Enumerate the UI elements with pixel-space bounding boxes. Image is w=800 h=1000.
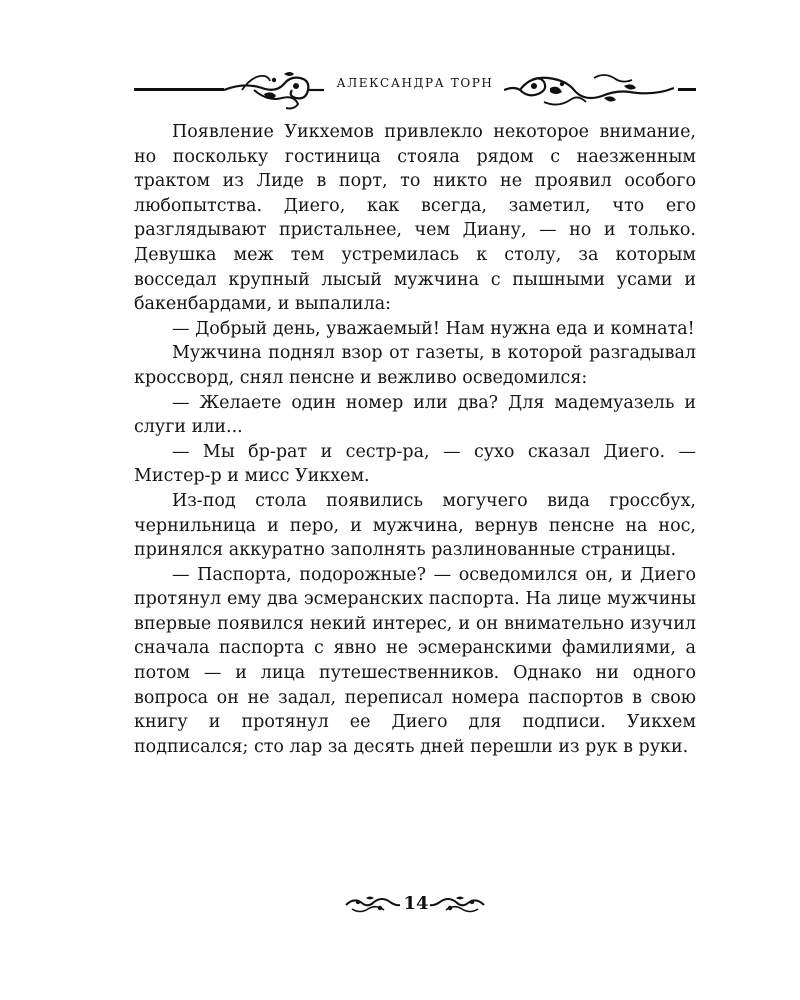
footer-ornament-left-icon (344, 894, 402, 916)
paragraph: Мужчина поднял взор от газеты, в которой разгадывал кроссворд, снял пенсне и вежливо осведомился: (134, 343, 696, 388)
paragraph: — Желаете один номер или два? Для мадемуазель и слуги или... (134, 392, 696, 438)
paragraph: Появление Уикхемов привлекло некоторое внимание, но поскольку гостиница стояла рядом с наезженным трактом из Лиде в порт, то никто не проявил особого любопытства. Диего, как всегда, заметил, что его разглядывают пристальнее, чем Диану, — но и только. Девушка меж тем устремилась к столу, за которым восседал крупный лысый мужчина с пышными усами и бакенбардами, и выпалила: (134, 122, 696, 315)
flourish-ornament-right-icon (504, 68, 674, 112)
flourish-ornament-left-icon (224, 68, 324, 112)
page-body-text (134, 120, 696, 759)
paragraph: — Паспорта, подорожные? — осведомился он, и Диего протянул ему два эсмеранских паспорта. На лице мужчины впервые появился некий интерес, и он внимательно изучил сначала паспорта с явно не эсмеранскими фамилиями, а потом — и лица путешественников. Однако ни одного вопроса он не задал, переписал номера паспортов в свою книгу и протянул ее Диего для подписи. Уикхем подписался; сто лар за десять дней перешли из рук в руки. (134, 564, 696, 757)
header-rule-right (678, 88, 696, 91)
paragraph: — Мы бр-рат и сестр-ра, — сухо сказал Диего. — Мистер-р и мисс Уикхем. (134, 441, 696, 487)
page-footer (334, 888, 484, 920)
author-name: АЛЕКСАНДРА ТОРН (336, 76, 494, 90)
header-rule-left (134, 88, 224, 91)
page-number: 14 (403, 893, 429, 914)
footer-ornament-right-icon (428, 894, 486, 916)
paragraph: Из-под стола появились могучего вида гроссбух, чернильница и перо, и мужчина, вернув пенсне на нос, принялся аккуратно заполнять разлинованные страницы. (134, 490, 696, 561)
paragraph: — Добрый день, уважаемый! Нам нужна еда и комната! (172, 318, 695, 339)
running-header (134, 66, 696, 114)
